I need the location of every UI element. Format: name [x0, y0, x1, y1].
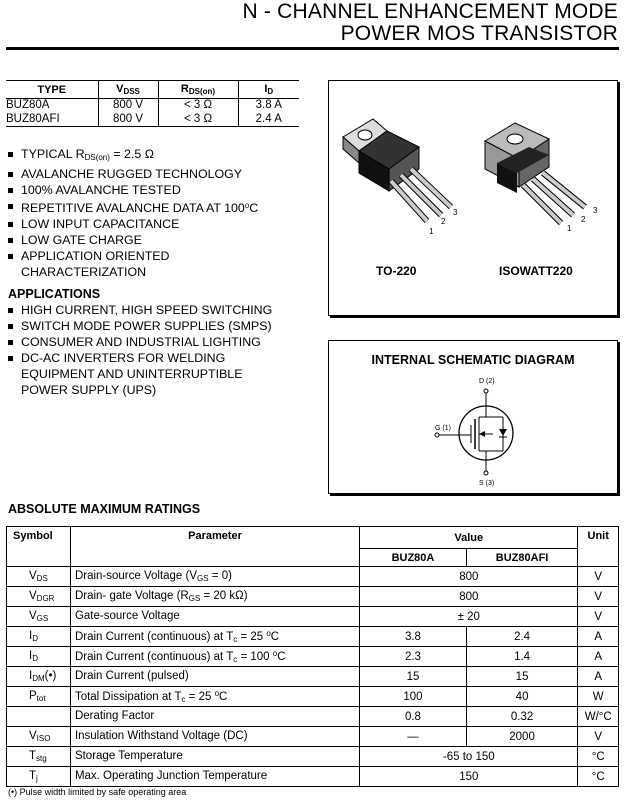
value-cell: -65 to 150 — [360, 747, 578, 767]
page-title-line1: N - CHANNEL ENHANCEMENT MODE — [242, 0, 618, 23]
to220-package-drawing — [343, 119, 458, 236]
application-item: HIGH CURRENT, HIGH SPEED SWITCHING — [8, 302, 272, 318]
value-buz80a-cell: 0.8 — [360, 707, 467, 727]
unit-cell: A — [578, 627, 619, 647]
footnote: (•) Pulse width limited by safe operating area — [8, 787, 187, 797]
value-buz80a-cell: 2.3 — [360, 647, 467, 667]
unit-cell: W — [578, 687, 619, 707]
symbol-cell: $I_D$ — [7, 627, 71, 647]
ratings-row — [7, 567, 619, 587]
symbol-cell: $T_j$ — [7, 767, 71, 787]
unit-cell: V — [578, 607, 619, 627]
source-label: S (3) — [479, 480, 495, 487]
type-row — [6, 99, 299, 113]
parameter-cell: Drain Current (continuous) at $T_c = 100$ $^o$C — [70, 647, 359, 667]
rdson-cell: < 3 Ω — [158, 113, 238, 127]
pin-label-1: 1 — [567, 224, 572, 233]
symbol-cell: $P_{tot}$ — [7, 687, 71, 707]
package-box — [328, 80, 618, 316]
applications-heading: APPLICATIONS — [8, 287, 101, 301]
value-cell: 150 — [360, 767, 578, 787]
ratings-row — [7, 587, 619, 607]
feature-item: LOW GATE CHARGE — [8, 232, 258, 248]
pin-label-2: 2 — [441, 217, 446, 226]
unit-cell: V — [578, 567, 619, 587]
unit-cell: V — [578, 587, 619, 607]
pin-label-1: 1 — [429, 227, 434, 236]
type-table-header — [6, 81, 299, 99]
value-cell: ± 20 — [360, 607, 578, 627]
application-item: DC-AC INVERTERS FOR WELDING — [8, 350, 272, 366]
id-cell: 2.4 A — [238, 113, 299, 127]
feature-item: TYPICAL $R_{DS(on)} = 2.5$ Ω — [8, 146, 258, 166]
rdson-cell: < 3 Ω — [158, 99, 238, 113]
feature-item: 100% AVALANCHE TESTED — [8, 182, 258, 198]
symbol-cell: $V_{DGR}$ — [7, 587, 71, 607]
unit-cell: A — [578, 667, 619, 687]
feature-item-continuation: CHARACTERIZATION — [21, 265, 147, 279]
feature-item: LOW INPUT CAPACITANCE — [8, 216, 258, 232]
value-buz80a-cell: 100 — [360, 687, 467, 707]
value-buz80afi-cell: 1.4 — [466, 647, 578, 667]
parameter-header: Parameter — [70, 527, 359, 567]
buz80afi-header: BUZ80AFI — [466, 549, 578, 567]
ratings-row — [7, 747, 619, 767]
feature-item: REPETITIVE AVALANCHE DATA AT 100$^o$C — [8, 198, 258, 216]
type-row — [6, 113, 299, 127]
application-item: SWITCH MODE POWER SUPPLIES (SMPS) — [8, 318, 272, 334]
unit-cell: A — [578, 647, 619, 667]
feature-item: AVALANCHE RUGGED TECHNOLOGY — [8, 166, 258, 182]
rdson-header: $R_{DS(on)}$ — [158, 81, 238, 99]
value-cell: 800 — [360, 567, 578, 587]
symbol-cell: $V_{GS}$ — [7, 607, 71, 627]
isowatt220-label: ISOWATT220 — [499, 264, 573, 278]
parameter-cell: Drain-source Voltage $(V_{GS} = 0)$ — [70, 567, 359, 587]
parameter-cell: Derating Factor — [70, 707, 359, 727]
pin-label-3: 3 — [593, 206, 598, 215]
ratings-row — [7, 607, 619, 627]
value-buz80afi-cell: 2.4 — [466, 627, 578, 647]
parameter-cell: Gate-source Voltage — [70, 607, 359, 627]
value-buz80a-cell: 3.8 — [360, 627, 467, 647]
schematic-box — [328, 340, 618, 494]
parameter-cell: Drain Current (continuous) at $T_c = 25$ $^o$C — [70, 627, 359, 647]
parameter-cell: Insulation Withstand Voltage (DC) — [70, 727, 359, 747]
drain-label: D (2) — [479, 378, 495, 385]
type-header: TYPE — [6, 81, 98, 99]
pin-label-3: 3 — [453, 208, 458, 217]
mosfet-symbol — [329, 341, 617, 491]
value-buz80a-cell: 15 — [360, 667, 467, 687]
package-drawings — [329, 81, 617, 261]
unit-cell: V — [578, 727, 619, 747]
symbol-cell: $V_{DS}$ — [7, 567, 71, 587]
unit-header: Unit — [578, 527, 619, 567]
ratings-row — [7, 687, 619, 707]
ratings-title: ABSOLUTE MAXIMUM RATINGS — [8, 502, 201, 516]
value-cell: 800 — [360, 587, 578, 607]
ratings-row — [7, 667, 619, 687]
application-item-continuation: POWER SUPPLY (UPS) — [21, 383, 157, 397]
unit-cell: W/°C — [578, 707, 619, 727]
symbol-cell: $I_D$ — [7, 647, 71, 667]
vdss-cell: 800 V — [98, 99, 158, 113]
parameter-cell: Total Dissipation at $T_c = 25$ $^o$C — [70, 687, 359, 707]
gate-label: G (1) — [435, 425, 451, 432]
schematic-title: INTERNAL SCHEMATIC DIAGRAM — [371, 353, 575, 367]
symbol-cell — [7, 707, 71, 727]
ratings-header-row — [7, 527, 619, 549]
isowatt220-package-drawing — [485, 123, 598, 233]
applications-list — [8, 302, 272, 398]
parameter-cell: Drain- gate Voltage ($R_{GS} = 20$ kΩ) — [70, 587, 359, 607]
value-buz80a-cell: — — [360, 727, 467, 747]
symbol-cell: $V_{ISO}$ — [7, 727, 71, 747]
ratings-row — [7, 707, 619, 727]
type-cell: BUZ80AFI — [6, 113, 98, 127]
type-cell: BUZ80A — [6, 99, 50, 112]
parameter-cell: Storage Temperature — [70, 747, 359, 767]
vdss-cell: 800 V — [98, 113, 158, 127]
value-header: Value — [360, 527, 578, 549]
unit-cell: °C — [578, 747, 619, 767]
ratings-row — [7, 647, 619, 667]
symbol-cell: $T_{stg}$ — [7, 747, 71, 767]
parameter-cell: Max. Operating Junction Temperature — [70, 767, 359, 787]
ratings-row — [7, 727, 619, 747]
id-cell: 3.8 A — [238, 99, 299, 113]
unit-cell: °C — [578, 767, 619, 787]
value-buz80afi-cell: 0.32 — [466, 707, 578, 727]
symbol-header: Symbol — [7, 527, 71, 567]
value-buz80afi-cell: 15 — [466, 667, 578, 687]
application-item: CONSUMER AND INDUSTRIAL LIGHTING — [8, 334, 272, 350]
type-table — [6, 80, 299, 127]
value-buz80afi-cell: 40 — [466, 687, 578, 707]
to220-label: TO-220 — [376, 264, 417, 278]
feature-item: APPLICATION ORIENTED — [8, 248, 258, 264]
ratings-row — [7, 767, 619, 787]
header-rule — [6, 47, 619, 50]
value-buz80afi-cell: 2000 — [466, 727, 578, 747]
pin-label-2: 2 — [581, 215, 586, 224]
page-title-line2: POWER MOS TRANSISTOR — [340, 22, 618, 45]
application-item-continuation: EQUIPMENT AND UNINTERRUPTIBLE — [21, 367, 243, 381]
feature-list — [8, 146, 258, 280]
buz80a-header: BUZ80A — [360, 549, 467, 567]
ratings-table — [6, 526, 619, 787]
vdss-header: $V_{DSS}$ — [98, 81, 158, 99]
parameter-cell: Drain Current (pulsed) — [70, 667, 359, 687]
id-header: $I_D$ — [238, 81, 299, 99]
symbol-cell: $I_{DM}(•)$ — [7, 667, 71, 687]
ratings-row — [7, 627, 619, 647]
